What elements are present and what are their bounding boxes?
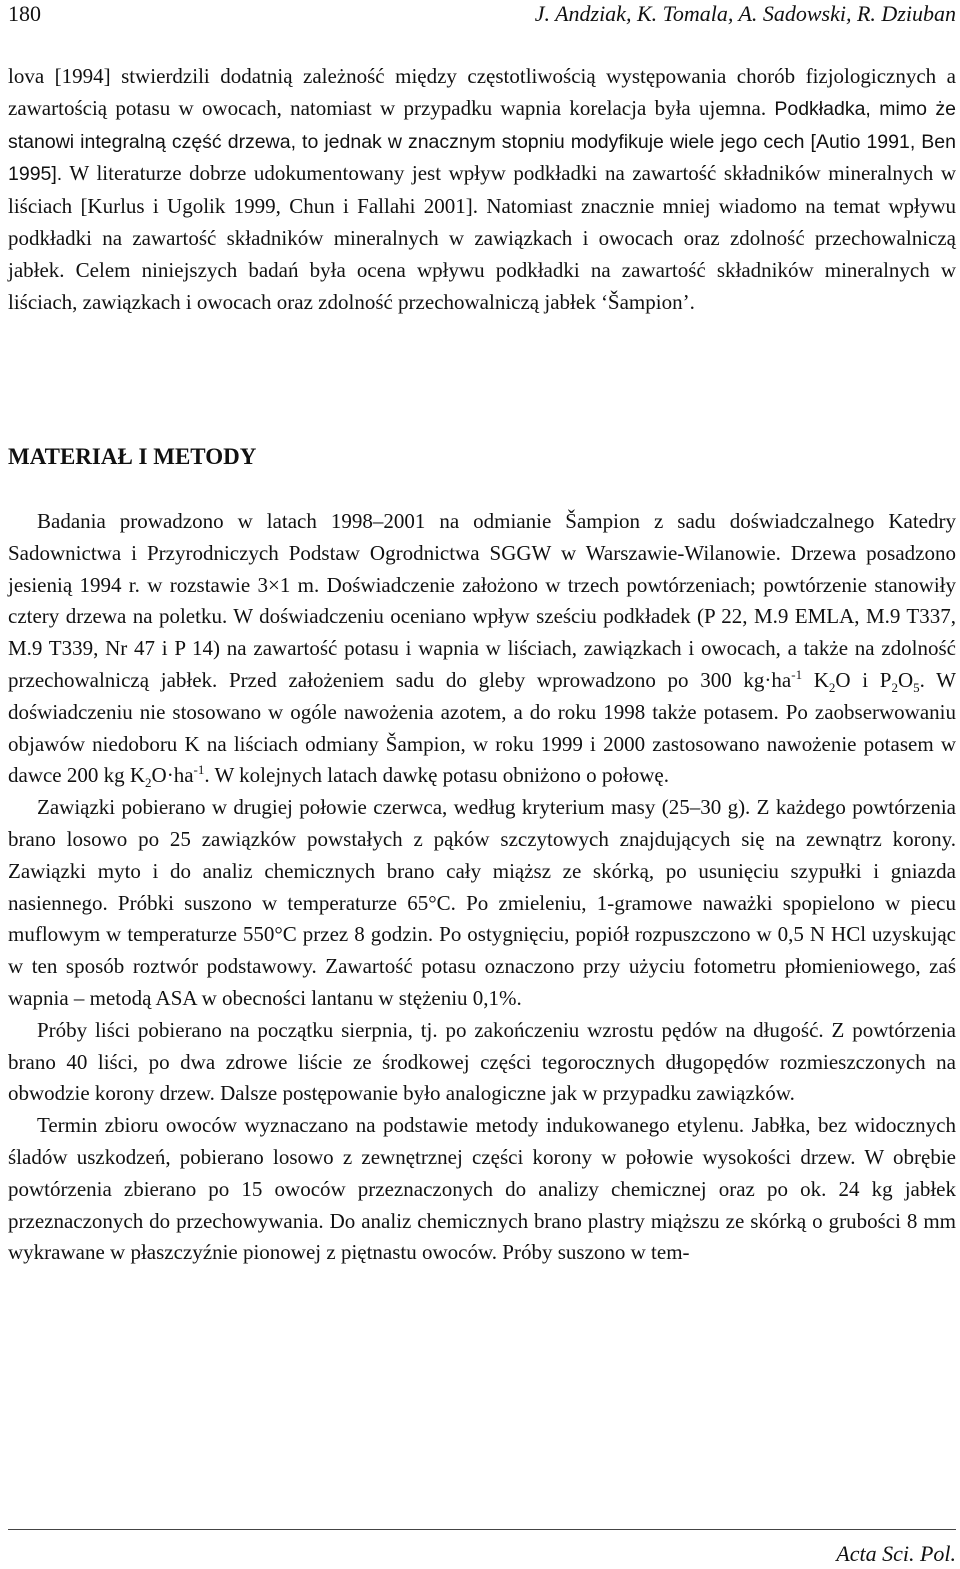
methods-p1-text-6: O·ha [151, 763, 194, 788]
methods-p1-text-2: K [802, 667, 829, 692]
intro-paragraph [8, 61, 956, 318]
methods-p1-sup-2: -1 [193, 762, 205, 778]
methods-p1-text-4: O [897, 667, 914, 692]
methods-p1-sub-3: 5 [913, 680, 920, 696]
methods-p1-text-7: . W kolejnych latach dawkę potasu obniżono o połowę. [204, 763, 669, 788]
intro-text-part2: Podkładka, mimo że stanowi integralną część drzewa, to jednak w znacznym stopniu modyfikuje wiele jego cech [Autio 1991, Ben 1995]. [8, 97, 957, 186]
running-head-authors: J. Andziak, K. Tomala, A. Sadowski, R. Dziuban [534, 1, 956, 26]
journal-name: Acta Sci. Pol. [836, 1541, 956, 1566]
methods-paragraph-4: Termin zbioru owoców wyznaczano na podstawie metody indukowanego etylenu. Jabłka, bez widocznych śladów uszkodzeń, pobierano losowo z zewnętrznej części korony w połowie wysokości drzew. W obrębie powtórzenia zbierano po 15 owoców przeznaczonych do analizy chemicznej oraz po ok. 24 kg jabłek przeznaczonych do przechowywania. Do analiz chemicznych brano plastry miąższu ze skórką o grubości 8 mm wykrawane w płaszczyźnie pionowej z piętnastu owoców. Próby suszono w tem- [8, 1113, 956, 1265]
methods-p1-sub-4: 2 [145, 775, 152, 791]
methods-section [8, 506, 956, 1269]
intro-text [8, 61, 956, 318]
footer-divider [8, 1529, 956, 1530]
methods-p1-sub-2: 2 [891, 680, 898, 696]
methods-paragraph-3: Próby liści pobierano na początku sierpnia, tj. po zakończeniu wzrostu pędów na długość. Z powtórzenia brano 40 liści, po dwa zdrowe liście ze środkowej części tegorocznych długopędów rozmieszczonych na obwodzie korony drzew. Dalsze postępowanie było analogiczne jak w przypadku zawiązków. [8, 1017, 956, 1106]
methods-p1-sup-1: -1 [791, 666, 803, 682]
methods-p1-sub-1: 2 [828, 680, 836, 696]
intro-text-part1: lova [1994] stwierdzili dodatnią zależność między częstotliwością występowania chorób fizjologicznych a zawartością potasu w owocach, natomiast w przypadku wapnia korelacja była ujemna. [8, 64, 956, 120]
page-header [8, 0, 956, 30]
page-number: 180 [8, 1, 41, 26]
document-page [8, 0, 956, 1569]
intro-text-part3: W literaturze dobrze udokumentowany jest wpływ podkładki na zawartość składników mineralnych w liściach [Kurlus i Ugolik 1999, Chun i Fallahi 2001]. Natomiast znacznie mniej wiadomo na temat wpływu podkładki na zawartość składników mineralnych w zawiązkach i owocach oraz zdolność przechowalniczą jabłek. Celem niniejszych badań była ocena wpływu podkładki na zawartość składników mineralnych w liściach, zawiązkach i owocach oraz zdolność przechowalniczą jabłek ‘Šampion’. [8, 161, 956, 314]
methods-paragraph-2: Zawiązki pobierano w drugiej połowie czerwca, według kryterium masy (25–30 g). Z każdego powtórzenia brano losowo po 25 zawiązków powstałych z pąków szczytowych znajdujących się na zewnątrz korony. Zawiązki myto i do analiz chemicznych brano cały miąższ ze skórką, po usunięciu szypułki i gniazda nasiennego. Próbki suszono w temperaturze 65°C. Po zmieleniu, 1-gramowe naważki spopielono w piecu muflowym w temperaturze 550°C przez 8 godzin. Po ostygnięciu, popiół rozpuszczono w 0,5 N HCl uzyskując w ten sposób roztwór podstawowy. Zawartość potasu oznaczono przy użyciu fotometru płomieniowego, zaś wapnia – metodą ASA w obecności lantanu w stężeniu 0,1%. [8, 795, 956, 1010]
methods-p1-text-5: . W doświadczeniu nie stosowano w ogóle nawożenia azotem, a do roku 1998 także potasem. Po zaobserwowaniu objawów niedoboru K na liściach odmiany Šampion, w roku 1999 i 2000 zastosowano nawożenie potasem w dawce 200 kg K [8, 667, 956, 788]
methods-p1-text-1: Badania prowadzono w latach 1998–2001 na odmianie Šampion z sadu doświadczalnego Katedry Sadownictwa i Przyrodniczych Podstaw Ogrodnictwa SGGW w Warszawie-Wilanowie. Drzewa posadzono jesienią 1994 r. w rozstawie 3×1 m. Doświadczenie założono w trzech powtórzeniach; powtórzenie stanowiły cztery drzewa na poletku. W doświadczeniu oceniano wpływ sześciu podkładek (P 22, M.9 EMLA, M.9 T337, M.9 T339, Nr 47 i P 14) na zawartość potasu i wapnia w liściach, zawiązkach i owocach, a także na zdolność przechowalniczą jabłek. Przed założeniem sadu do gleby wprowadzono po 300 kg·ha [8, 509, 956, 692]
methods-p1-text-3: O i P [835, 667, 892, 692]
section-heading: MATERIAŁ I METODY [8, 444, 257, 469]
methods-paragraph-1 [8, 506, 956, 792]
